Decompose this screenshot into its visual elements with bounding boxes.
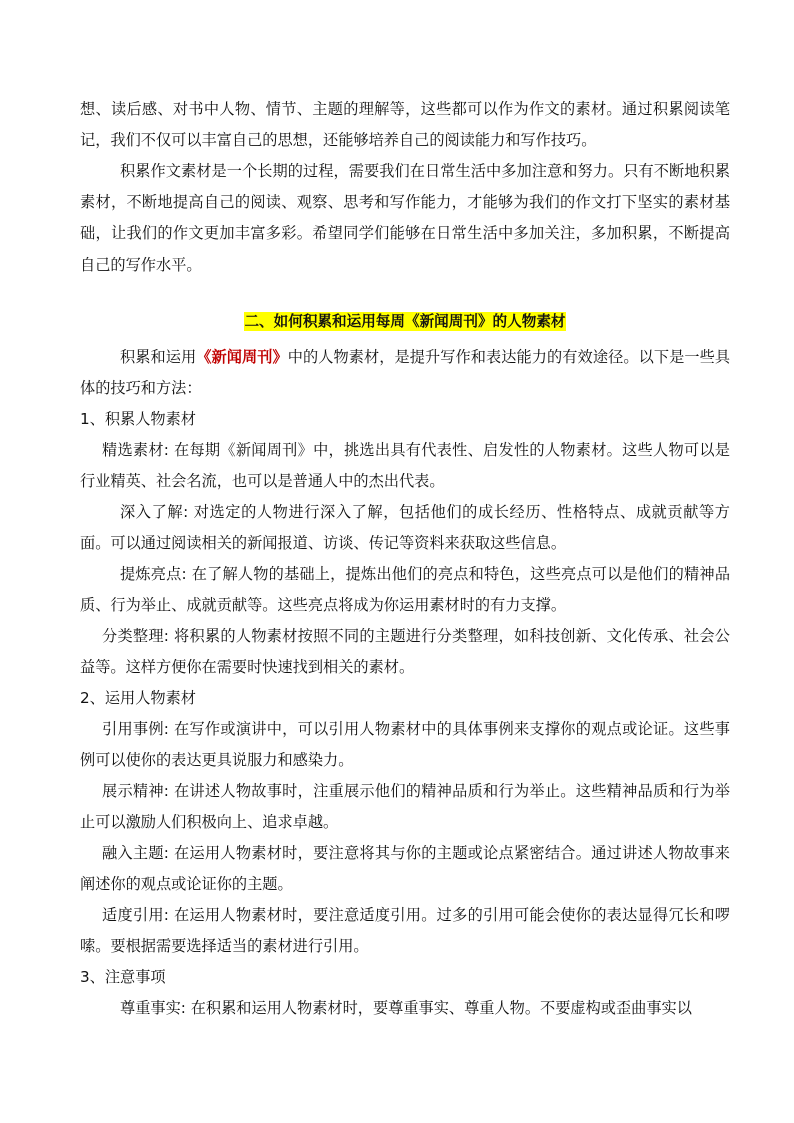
item-cite-examples-label: 引用事例: xyxy=(102,720,169,738)
item-integrate-theme xyxy=(80,838,730,900)
section-heading xyxy=(80,311,730,333)
item-select-material xyxy=(80,435,730,497)
item-respect-facts-label: 尊重事实: xyxy=(120,999,186,1017)
paragraph-reading-notes: 想、读后感、对书中人物、情节、主题的理解等，这些都可以作为作文的素材。通过积累阅读笔记，我们不仅可以丰富自己的思想，还能够培养自己的阅读能力和写作技巧。 xyxy=(80,100,730,150)
item-respect-facts-text: 在积累和运用人物素材时，要尊重事实、尊重人物。不要虚构或歪曲事实以 xyxy=(185,999,692,1017)
item-select-material-label: 精选素材: xyxy=(102,441,169,459)
item-select-material-text: 在每期《新闻周刊》中，挑选出具有代表性、启发性的人物素材。这些人物可以是行业精英、社会名流，也可以是普通人中的杰出代表。 xyxy=(80,441,730,491)
item-show-spirit-text: 在讲述人物故事时，注重展示他们的精神品质和行为举止。这些精神品质和行为举止可以激励人们积极向上、追求卓越。 xyxy=(80,782,730,832)
subheading-use: 2、运用人物素材 xyxy=(80,689,196,707)
intro-emphasis: 《新闻周刊》 xyxy=(196,348,288,366)
item-deep-understanding-label: 深入了解: xyxy=(120,503,189,521)
item-classify-label: 分类整理: xyxy=(102,627,169,645)
item-refine-highlights-text: 在了解人物的基础上，提炼出他们的亮点和特色，这些亮点可以是他们的精神品质、行为举止、成就贡献等。这些亮点将成为你运用素材时的有力支撑。 xyxy=(80,565,731,615)
item-respect-facts xyxy=(80,993,730,1024)
intro-after: 中的人物素材，是提升写作和表达能力的有效途径。以下是一些具体的技巧和方法： xyxy=(80,348,731,398)
subheading-accumulate: 1、积累人物素材 xyxy=(80,410,196,428)
item-deep-understanding xyxy=(80,497,730,559)
item-show-spirit xyxy=(80,776,730,838)
item-cite-examples xyxy=(80,714,730,776)
item-deep-understanding-text: 对选定的人物进行深入了解，包括他们的成长经历、性格特点、成就贡献等方面。可以通过阅读相关的新闻报道、访谈、传记等资料来获取这些信息。 xyxy=(80,503,730,553)
item-classify-text: 将积累的人物素材按照不同的主题进行分类整理，如科技创新、文化传承、社会公益等。这样方便你在需要时快速找到相关的素材。 xyxy=(80,627,730,677)
subheading-notes: 3、注意事项 xyxy=(80,968,166,986)
item-cite-examples-text: 在写作或演讲中，可以引用人物素材中的具体事例来支撑你的观点或论证。这些事例可以使你的表达更具说服力和感染力。 xyxy=(80,720,730,770)
paragraph-intro xyxy=(80,342,730,404)
item-show-spirit-label: 展示精神: xyxy=(102,782,169,800)
item-moderate-citation-label: 适度引用: xyxy=(102,906,169,924)
item-refine-highlights xyxy=(80,559,730,621)
item-moderate-citation-text: 在运用人物素材时，要注意适度引用。过多的引用可能会使你的表达显得冗长和啰嗦。要根据需要选择适当的素材进行引用。 xyxy=(80,906,730,956)
intro-before: 积累和运用 xyxy=(120,348,197,366)
item-integrate-theme-text: 在运用人物素材时，要注意将其与你的主题或论点紧密结合。通过讲述人物故事来阐述你的观点或论证你的主题。 xyxy=(80,844,730,894)
item-refine-highlights-label: 提炼亮点: xyxy=(120,565,187,583)
section-heading-text: 二、如何积累和运用每周《新闻周刊》的人物素材 xyxy=(244,313,566,330)
item-integrate-theme-label: 融入主题: xyxy=(102,844,169,862)
item-moderate-citation xyxy=(80,900,730,962)
item-classify xyxy=(80,621,730,683)
paragraph-accumulation-summary: 积累作文素材是一个长期的过程，需要我们在日常生活中多加注意和努力。只有不断地积累素材，不断地提高自己的阅读、观察、思考和写作能力，才能够为我们的作文打下坚实的素材基础，让我们的作文更加丰富多彩。希望同学们能够在日常生活中多加关注，多加积累，不断提高自己的写作水平。 xyxy=(80,162,730,274)
